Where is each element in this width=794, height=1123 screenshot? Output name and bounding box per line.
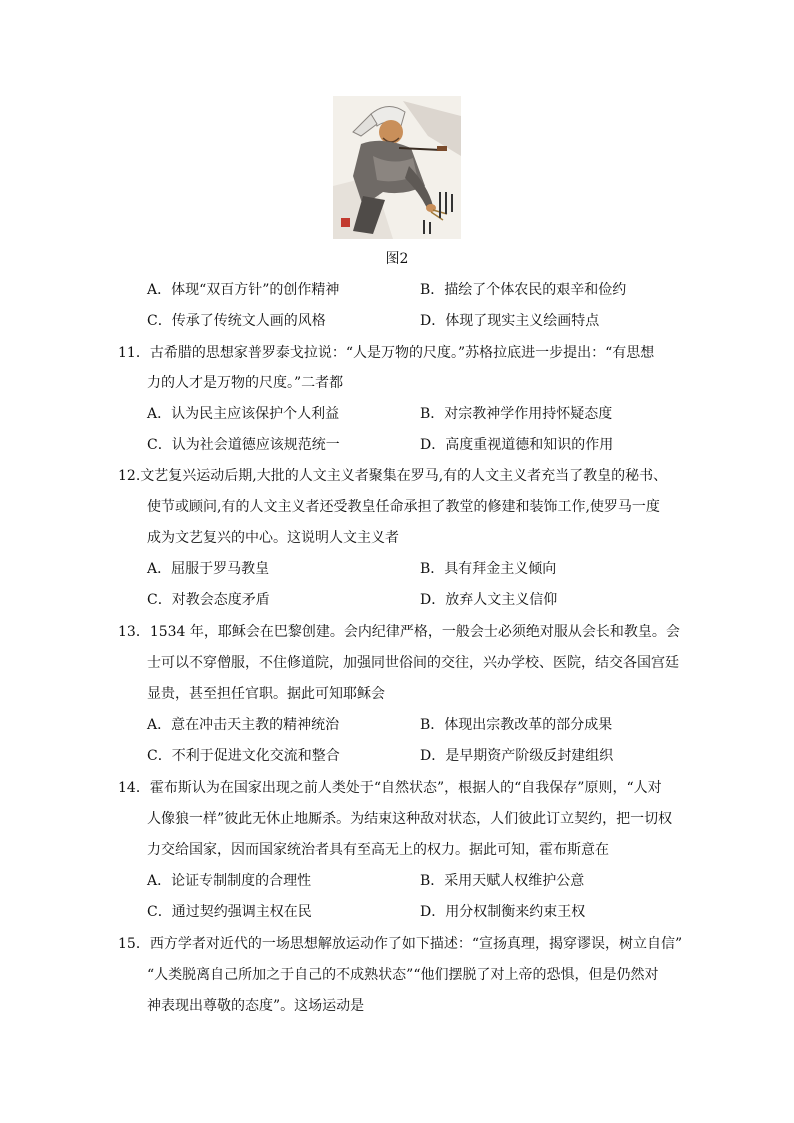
q11-option-c: C．认为社会道德应该规范统一 (147, 437, 340, 453)
question-12-stem: 12.文艺复兴运动后期,大批的人文主义者聚集在罗马,有的人文主义者充当了教皇的秘书、 (118, 468, 668, 484)
q14-option-a: A．论证专制制度的合理性 (147, 873, 312, 889)
option-c: C．传承了传统文人画的风格 (147, 313, 326, 329)
question-11-stem-cont: 力的人才是万物的尺度。”二者都 (147, 375, 344, 391)
q12-option-a: A．屈服于罗马教皇 (147, 561, 270, 577)
question-13-stem: 13．1534 年，耶稣会在巴黎创建。会内纪律严格，一般会士必须绝对服从会长和教皇。会 (118, 624, 680, 640)
question-15-stem-cont2: 神表现出尊敬的态度”。这场运动是 (147, 998, 365, 1014)
q12-option-c: C．对教会态度矛盾 (147, 592, 270, 608)
q13-option-b: B．体现出宗教改革的部分成果 (420, 717, 613, 733)
q13-option-c: C．不利于促进文化交流和整合 (147, 748, 340, 764)
q13-option-d: D．是早期资产阶级反封建组织 (420, 748, 614, 764)
q12-option-b: B．具有拜金主义倾向 (420, 561, 557, 577)
q14-option-d: D．用分权制衡来约束王权 (420, 904, 586, 920)
q14-option-b: B．采用天赋人权维护公意 (420, 873, 585, 889)
question-11-stem: 11．古希腊的思想家普罗泰戈拉说：“人是万物的尺度。”苏格拉底进一步提出：“有思想 (118, 345, 655, 361)
farmer-painting (333, 96, 461, 239)
question-13-stem-cont: 士可以不穿僧服，不住修道院，加强同世俗间的交往，兴办学校、医院，结交各国宫廷 (147, 655, 679, 671)
q11-option-b: B．对宗教神学作用持怀疑态度 (420, 406, 613, 422)
q13-option-a: A．意在冲击天主教的精神统治 (147, 717, 340, 733)
question-15-stem-cont: “人类脱离自己所加之于自己的不成熟状态”“他们摆脱了对上帝的恐惧，但是仍然对 (147, 967, 659, 983)
q11-option-a: A．认为民主应该保护个人利益 (147, 406, 340, 422)
q14-option-c: C．通过契约强调主权在民 (147, 904, 312, 920)
q11-option-d: D．高度重视道德和知识的作用 (420, 437, 614, 453)
painting-figure (333, 96, 461, 239)
question-14-stem-cont2: 力交给国家，因而国家统治者具有至高无上的权力。据此可知，霍布斯意在 (147, 842, 609, 858)
figure-caption: 图2 (385, 251, 409, 267)
question-14-stem: 14．霍布斯认为在国家出现之前人类处于“自然状态”，根据人的“自我保存”原则，“人对 (118, 780, 662, 796)
question-12-stem-cont: 使节或顾问,有的人文主义者还受教皇任命承担了教堂的修建和装饰工作,使罗马一度 (147, 499, 660, 515)
question-12-stem-cont2: 成为文艺复兴的中心。这说明人文主义者 (147, 530, 399, 546)
option-d: D．体现了现实主义绘画特点 (420, 313, 600, 329)
question-14-stem-cont: 人像狼一样”彼此无休止地厮杀。为结束这种敌对状态，人们彼此订立契约，把一切权 (147, 811, 673, 827)
question-13-stem-cont2: 显贵，甚至担任官职。据此可知耶稣会 (147, 686, 385, 702)
q12-option-d: D．放弃人文主义信仰 (420, 592, 558, 608)
question-15-stem: 15．西方学者对近代的一场思想解放运动作了如下描述：“宣扬真理，揭穿谬误，树立自信” (118, 936, 683, 952)
option-b: B．描绘了个体农民的艰辛和俭约 (420, 282, 627, 298)
option-a: A．体现“双百方针”的创作精神 (147, 282, 340, 298)
